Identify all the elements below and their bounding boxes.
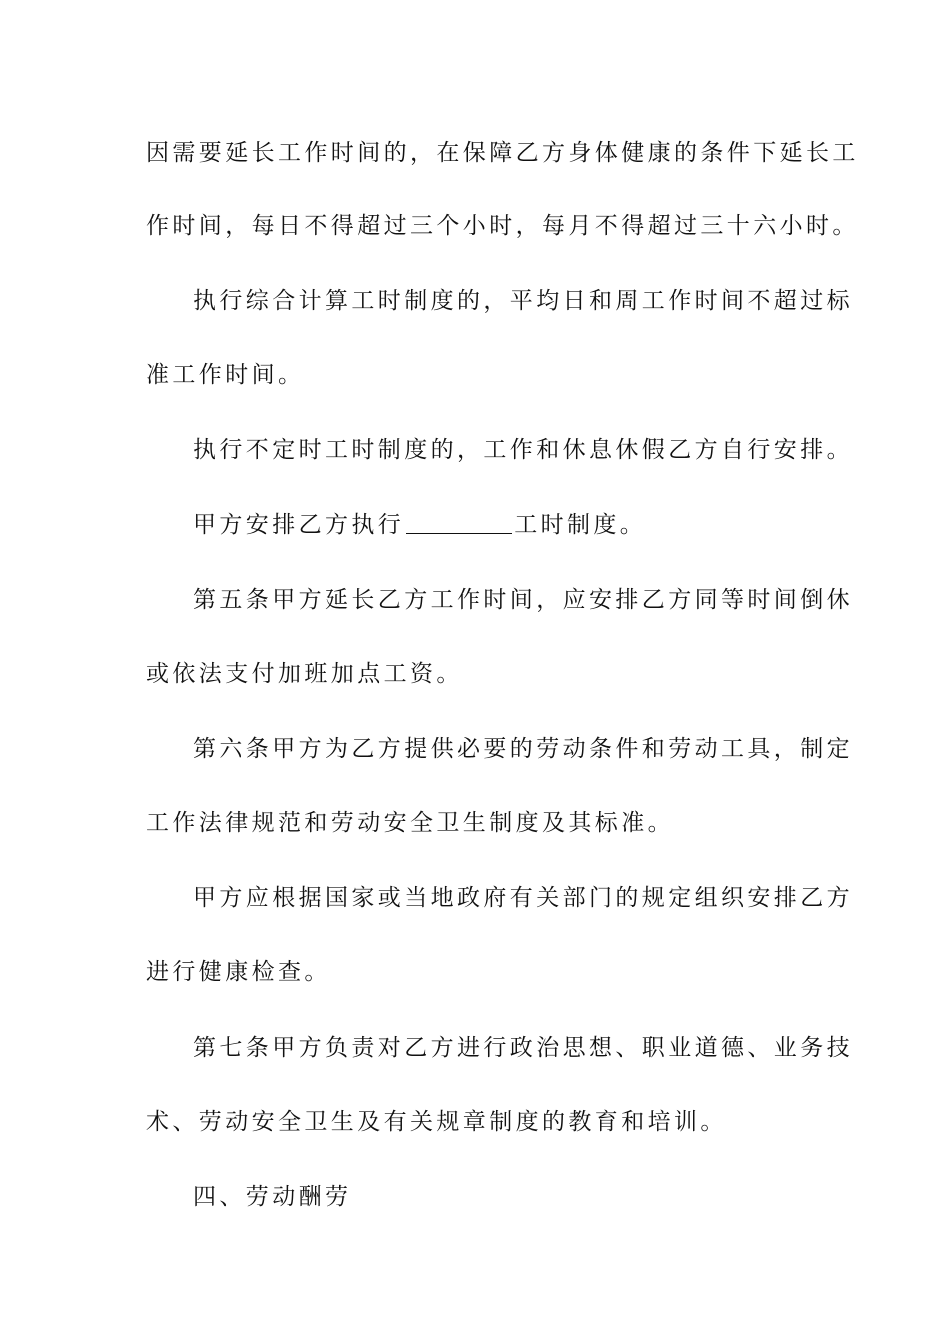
fill-in-line — [193, 510, 863, 540]
paragraph-line: 第六条甲方为乙方提供必要的劳动条件和劳动工具，制定 — [193, 736, 853, 762]
paragraph-line: 第七条甲方负责对乙方进行政治思想、职业道德、业务技 — [193, 1035, 853, 1061]
paragraph-line: 因需要延长工作时间的，在保障乙方身体健康的条件下延长工 — [146, 140, 859, 166]
blank-field — [406, 511, 512, 534]
paragraph-line: 甲方应根据国家或当地政府有关部门的规定组织安排乙方 — [193, 885, 853, 911]
paragraph-line: 术、劳动安全卫生及有关规章制度的教育和培训。 — [146, 1109, 727, 1135]
paragraph-line: 准工作时间。 — [146, 362, 305, 388]
paragraph-line: 进行健康检查。 — [146, 959, 331, 985]
paragraph-line: 工作法律规范和劳动安全卫生制度及其标准。 — [146, 810, 674, 836]
paragraph-line: 执行综合计算工时制度的，平均日和周工作时间不超过标 — [193, 288, 853, 314]
paragraph-line: 执行不定时工时制度的，工作和休息休假乙方自行安排。 — [193, 437, 853, 463]
section-heading: 四、劳动酬劳 — [193, 1184, 352, 1210]
paragraph-line: 或依法支付加班加点工资。 — [146, 661, 463, 687]
paragraph-line: 作时间，每日不得超过三个小时，每月不得超过三十六小时。 — [146, 213, 859, 239]
fill-in-suffix: 工时制度。 — [514, 512, 647, 538]
fill-in-prefix: 甲方安排乙方执行 — [193, 512, 405, 538]
paragraph-line: 第五条甲方延长乙方工作时间，应安排乙方同等时间倒休 — [193, 587, 853, 613]
